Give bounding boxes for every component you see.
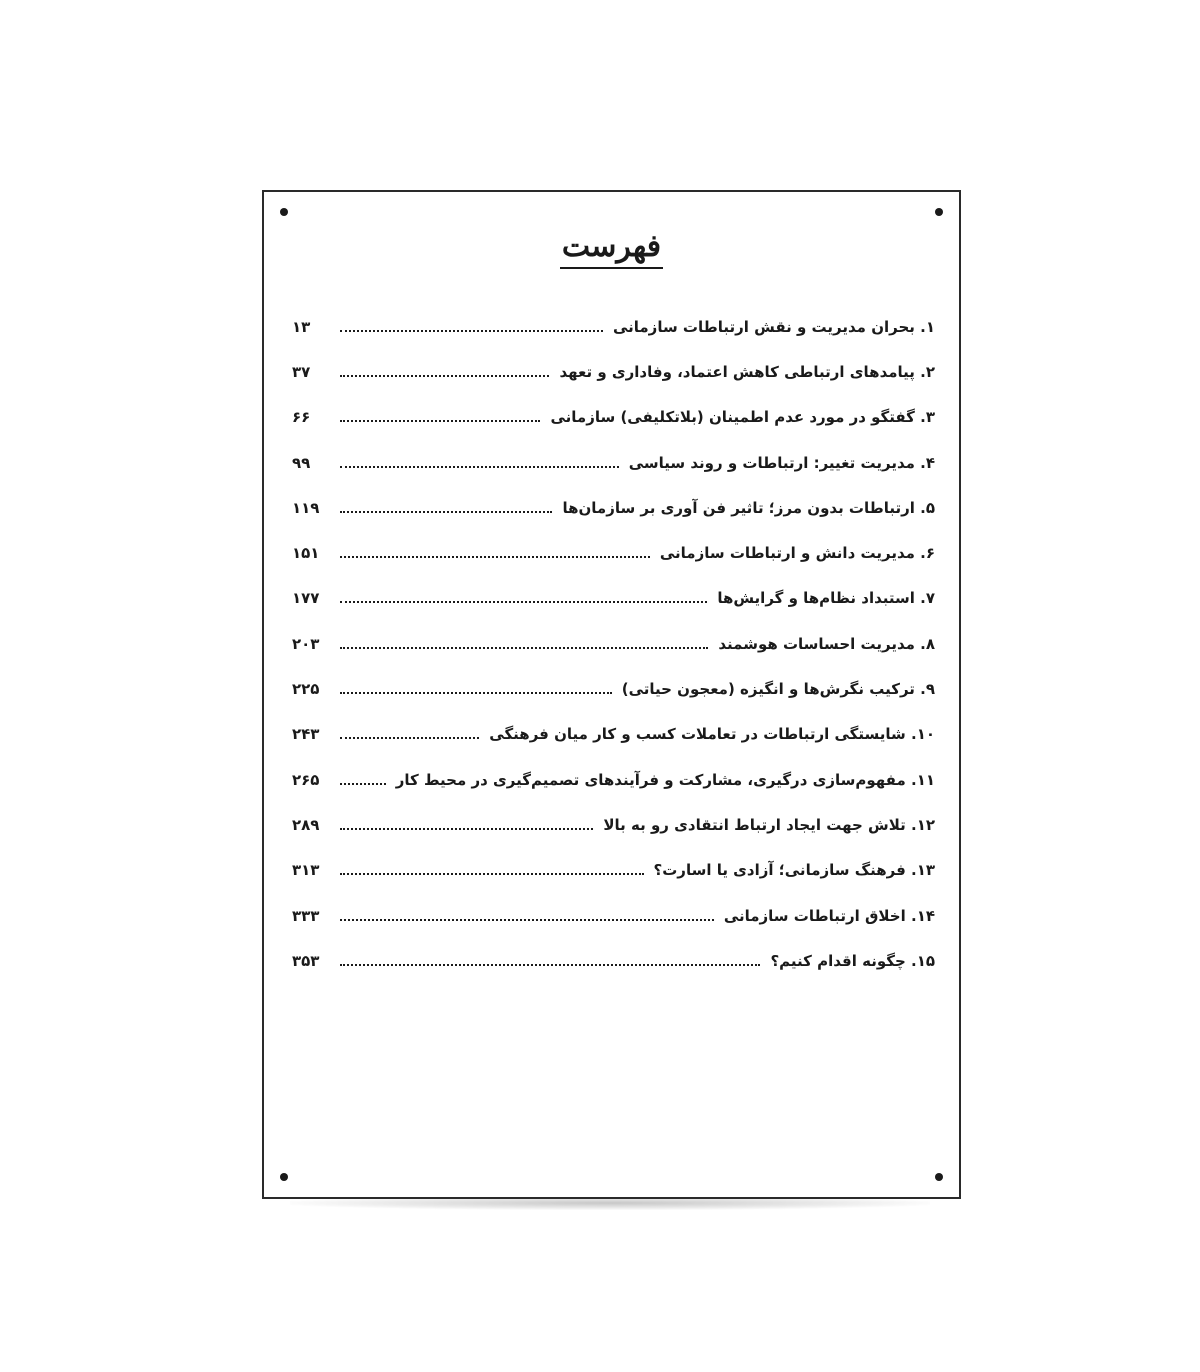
toc-entry-page: ۹۹: [292, 453, 311, 472]
toc-leader-dots: [340, 511, 552, 513]
toc-entry-title: ۳. گفتگو در مورد عدم اطمینان (بلاتکلیفی) سازمانی: [550, 408, 935, 427]
toc-entry-page: ۱۷۷: [292, 589, 320, 608]
document-page: [262, 190, 961, 1199]
toc-entry-title: ۷. استبداد نظام‌ها و گرایش‌ها: [717, 589, 935, 608]
toc-entry: [292, 712, 935, 757]
toc-entry-title: ۱۳. فرهنگ سازمانی؛ آزادی یا اسارت؟: [653, 861, 935, 880]
toc-entry: [292, 802, 935, 847]
toc-title: فهرست: [560, 230, 663, 269]
toc-entry-title: ۸. مدیریت احساسات هوشمند: [718, 634, 935, 653]
table-of-contents: [292, 304, 935, 983]
toc-leader-dots: [340, 692, 612, 694]
toc-leader-dots: [340, 330, 603, 332]
toc-leader-dots: [340, 737, 479, 739]
toc-entry: [292, 621, 935, 666]
toc-entry-page: ۱۱۹: [292, 498, 320, 517]
toc-leader-dots: [340, 647, 708, 649]
toc-entry-page: ۳۳۳: [292, 906, 320, 925]
corner-dot-icon: [935, 208, 943, 216]
toc-entry-title: ۴. مدیریت تغییر: ارتباطات و روند سیاسی: [628, 453, 935, 472]
toc-entry-title: ۱۰. شایستگی ارتباطات در تعاملات کسب و کار میان فرهنگی: [489, 725, 935, 744]
toc-entry-title: ۶. مدیریت دانش و ارتباطات سازمانی: [659, 544, 935, 563]
toc-leader-dots: [340, 964, 760, 966]
toc-entry-title: ۱۵. چگونه اقدام کنیم؟: [770, 951, 935, 970]
toc-leader-dots: [340, 556, 650, 558]
toc-entry: [292, 395, 935, 440]
toc-entry: [292, 440, 935, 485]
toc-entry: [292, 349, 935, 394]
toc-entry-page: ۲۸۹: [292, 815, 320, 834]
toc-entry: [292, 893, 935, 938]
toc-entry: [292, 530, 935, 575]
toc-entry-title: ۹. ترکیب نگرش‌ها و انگیزه (معجون حیاتی): [621, 680, 935, 699]
toc-entry-page: ۲۴۳: [292, 725, 320, 744]
toc-leader-dots: [340, 601, 707, 603]
toc-entry-page: ۱۵۱: [292, 544, 320, 563]
toc-entry-title: ۲. پیامدهای ارتباطی کاهش اعتماد، وفاداری و تعهد: [559, 362, 935, 381]
toc-entry-page: ۲۲۵: [292, 680, 320, 699]
toc-leader-dots: [340, 873, 644, 875]
toc-entry-page: ۳۷: [292, 362, 311, 381]
toc-entry-title: ۱۲. تلاش جهت ایجاد ارتباط انتقادی رو به بالا: [603, 815, 935, 834]
toc-heading: [264, 230, 959, 269]
toc-entry: [292, 938, 935, 983]
toc-leader-dots: [340, 828, 593, 830]
toc-entry: [292, 757, 935, 802]
toc-entry: [292, 304, 935, 349]
toc-entry-page: ۳۵۳: [292, 951, 320, 970]
toc-entry-title: ۱. بحران مدیریت و نقش ارتباطات سازمانی: [612, 317, 935, 336]
toc-leader-dots: [340, 783, 386, 785]
toc-entry: [292, 848, 935, 893]
toc-leader-dots: [340, 375, 549, 377]
toc-entry-page: ۳۱۳: [292, 861, 320, 880]
corner-dot-icon: [280, 208, 288, 216]
toc-entry: [292, 666, 935, 711]
toc-entry-page: ۱۳: [292, 317, 311, 336]
corner-dot-icon: [935, 1173, 943, 1181]
toc-entry-page: ۲۶۵: [292, 770, 320, 789]
toc-leader-dots: [340, 919, 714, 921]
toc-entry-title: ۱۴. اخلاق ارتباطات سازمانی: [723, 906, 935, 925]
toc-entry: [292, 485, 935, 530]
toc-entry: [292, 576, 935, 621]
toc-entry-page: ۶۶: [292, 408, 311, 427]
toc-entry-title: ۵. ارتباطات بدون مرز؛ تاثیر فن آوری بر سازمان‌ها: [562, 498, 935, 517]
toc-leader-dots: [340, 466, 619, 468]
toc-leader-dots: [340, 420, 540, 422]
toc-entry-page: ۲۰۳: [292, 634, 320, 653]
corner-dot-icon: [280, 1173, 288, 1181]
toc-entry-title: ۱۱. مفهوم‌سازی درگیری، مشارکت و فرآیندهای تصمیم‌گیری در محیط کار: [395, 770, 935, 789]
